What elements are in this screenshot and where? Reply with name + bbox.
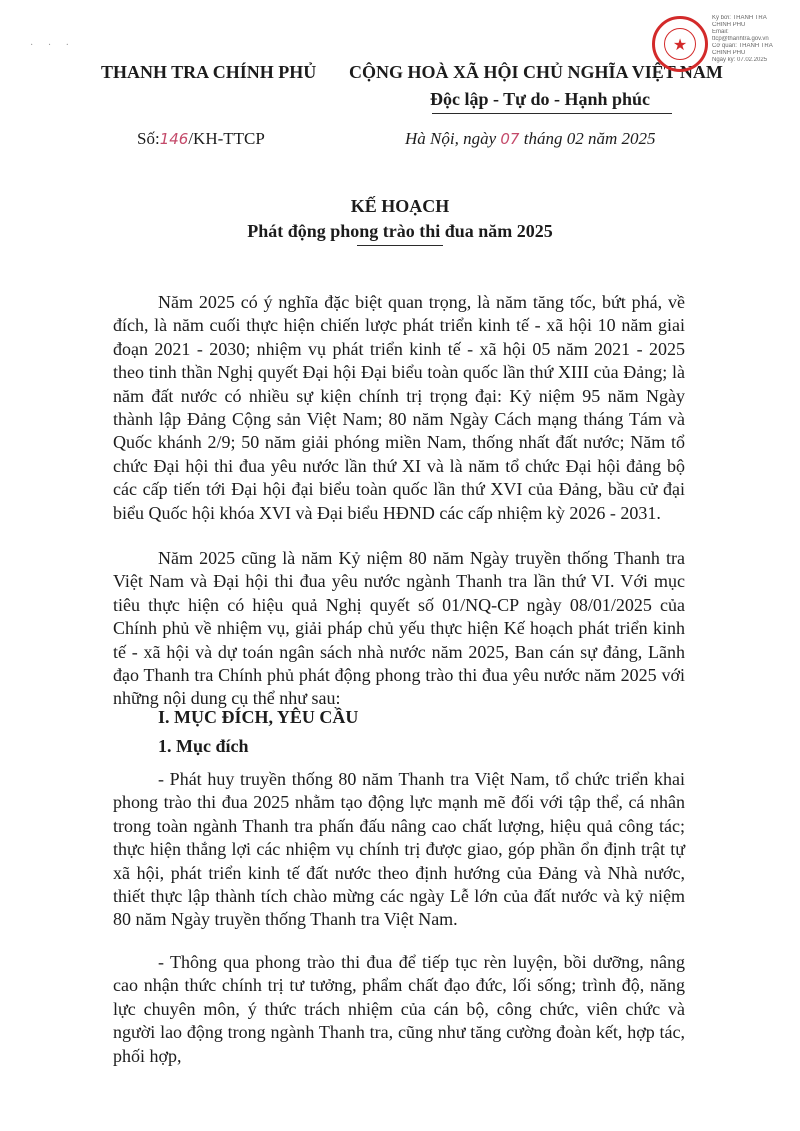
document-number [137, 129, 265, 149]
document-date [405, 129, 655, 149]
document-number-handwritten: 146 [159, 130, 189, 148]
section-heading: I. MỤC ĐÍCH, YÊU CẦU [158, 707, 359, 727]
document-title: KẾ HOẠCH [350, 196, 450, 216]
date-day-handwritten: 07 [500, 130, 520, 148]
signature-line: Ngày ký: 07.02.2025 [712, 57, 768, 63]
official-seal-icon [652, 16, 708, 72]
national-title: CỘNG HOÀ XÃ HỘI CHỦ NGHĨA VIỆT NAM [349, 62, 723, 82]
signature-line: ttcp@thanhtra.gov.vn [712, 36, 769, 42]
date-suffix: tháng 02 năm 2025 [523, 129, 656, 148]
digital-signature-info [712, 15, 792, 64]
title-underline [357, 245, 443, 246]
paragraph-context: Năm 2025 có ý nghĩa đặc biệt quan trọng, là năm tăng tốc, bứt phá, về đích, là năm cuối thực hiện chiến lược phát triển kinh tế - xã hội 10 năm giai đoạn 2021 - 2030; nhiệm vụ phát triển kinh tế - xã hội 05 năm 2021 - 2025 theo tinh thần Nghị quyết Đại hội Đại biểu toàn quốc lần thứ XIII của Đảng; là năm đất nước có nhiều sự kiện chính trị trọng đại: Kỷ niệm 95 năm Ngày thành lập Đảng Cộng sản Việt Nam; 80 năm Ngày Cách mạng tháng Tám và Quốc khánh 2/9; 50 năm giải phóng miền Nam, thống nhất đất nước; Năm tổ chức Đại hội thi đua yêu nước lần thứ XI và là năm tổ chức Đại hội đảng bộ các cấp tiến tới Đại hội đại biểu toàn quốc lần thứ XVI của Đảng, bầu cử đại biểu Quốc hội khóa XVI và Đại biểu HĐND các cấp nhiệm kỳ 2026 - 2031. [113, 292, 685, 523]
signature-line: CHÍNH PHỦ [712, 50, 746, 56]
paragraph-purpose-1: - Phát huy truyền thống 80 năm Thanh tra Việt Nam, tổ chức triển khai phong trào thi đua 2025 nhằm tạo động lực mạnh mẽ đối với tập thể, cá nhân trong toàn ngành Thanh tra phấn đấu nâng cao chất lượng, hiệu quả công tác; thực hiện thắng lợi các nhiệm vụ chính trị được giao, góp phần ổn định trật tự xã hội, phát triển kinh tế đất nước theo định hướng của Đảng và Nhà nước, thiết thực lập thành tích chào mừng các ngày Lễ lớn của đất nước và kỷ niệm 80 năm Ngày truyền thống Thanh tra Việt Nam. [113, 769, 685, 930]
signature-line: Ký bởi: THANH TRA [712, 15, 767, 21]
signature-line: Email: [712, 29, 729, 35]
document-number-prefix: Số: [137, 129, 160, 148]
subsection-heading: 1. Mục đích [158, 736, 249, 756]
paragraph-purpose-2: - Thông qua phong trào thi đua để tiếp tục rèn luyện, bồi dưỡng, nâng cao nhận thức chính trị tư tưởng, phẩm chất đạo đức, lối sống; trình độ, năng lực chuyên môn, ý thức trách nhiệm của cán bộ, công chức, viên chức và người lao động trong ngành Thanh tra, cũng như tăng cường đoàn kết, hợp tác, phối hợp, [113, 952, 685, 1066]
star-icon: ★ [664, 28, 696, 60]
signature-line: Cơ quan: THANH TRA [712, 43, 773, 49]
document-number-suffix: /KH-TTCP [188, 129, 265, 148]
paragraph-purpose-intro: Năm 2025 cũng là năm Kỷ niệm 80 năm Ngày truyền thống Thanh tra Việt Nam và Đại hội thi đua yêu nước ngành Thanh tra lần thứ VI. Với mục tiêu thực hiện có hiệu quả Nghị quyết số 01/NQ-CP ngày 08/01/2025 của Chính phủ về nhiệm vụ, giải pháp chủ yếu thực hiện Kế hoạch phát triển kinh tế - xã hội và dự toán ngân sách nhà nước năm 2025, Ban cán sự đảng, Lãnh đạo Thanh tra Chính phủ phát động phong trào thi đua yêu nước năm 2025 với những nội dung cụ thể như sau: [113, 548, 685, 709]
issuing-agency: THANH TRA CHÍNH PHỦ [101, 62, 317, 82]
national-motto: Độc lập - Tự do - Hạnh phúc [430, 89, 651, 109]
date-prefix: Hà Nội, ngày [405, 129, 497, 148]
signature-line: CHÍNH PHỦ [712, 22, 746, 28]
document-subtitle: Phát động phong trào thi đua năm 2025 [247, 221, 553, 241]
scan-specks: · · · [30, 40, 75, 51]
motto-underline [432, 113, 672, 114]
